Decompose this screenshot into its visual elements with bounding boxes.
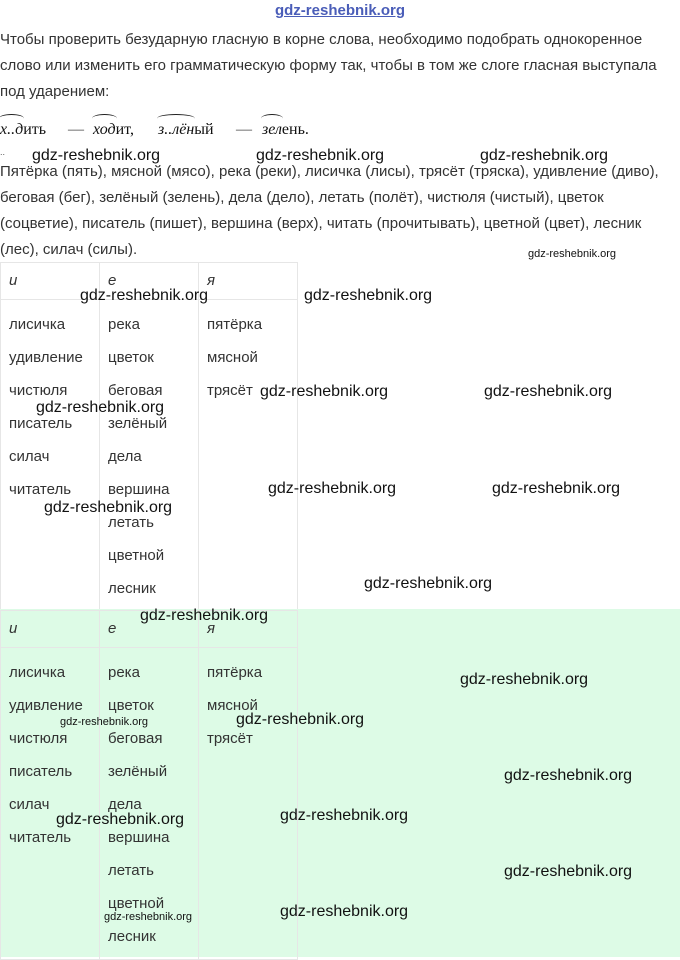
list-item: лесник — [108, 928, 156, 945]
example-dash-2: — — [236, 121, 252, 138]
word-root: х..д — [0, 121, 23, 139]
list-item: дела — [108, 796, 142, 813]
watermark: gdz-reshebnik.org — [304, 287, 433, 304]
list-item: удивление — [9, 349, 83, 366]
column-e-cell — [100, 300, 199, 612]
watermark: gdz-reshebnik.org — [36, 399, 165, 416]
watermark: gdz-reshebnik.org — [104, 911, 193, 923]
column-header-ya: я — [199, 611, 298, 648]
list-item: река — [108, 316, 140, 333]
list-item: зелёный — [108, 415, 168, 432]
answer-paragraph: Пятёрка (пять), мясной (мясо), река (реки), лисичка (лисы), трясёт (тряска), удивление (диво), беговая (бег), зелёный (зелень), дела (дело), летать (полёт), чистюля (чистый), цветок (соцветие), писатель (пишет), вершина (верх), читать (прочитывать), цветной (цвет), лесник (лес), силач (силы). — [0, 163, 659, 258]
column-ya-cell — [199, 300, 298, 612]
column-header-e: е — [100, 263, 199, 300]
watermark: gdz-reshebnik.org — [364, 575, 493, 592]
list-item: цветной — [108, 547, 165, 564]
example-words — [0, 114, 676, 144]
list-item: силач — [9, 448, 50, 465]
watermark: gdz-reshebnik.org — [504, 767, 633, 784]
column-i-cell — [1, 648, 100, 960]
list-item: беговая — [108, 382, 163, 399]
list-item: река — [108, 664, 140, 681]
watermark: gdz-reshebnik.org — [44, 499, 173, 516]
stray-mark: .. — [0, 147, 6, 157]
list-item: летать — [108, 514, 154, 531]
word-root: з..лён — [158, 121, 194, 139]
list-item: писатель — [9, 415, 73, 432]
example-word-2: з..лёный — [158, 121, 214, 139]
root-arc-icon — [261, 114, 283, 123]
list-item: беговая — [108, 730, 163, 747]
watermark: gdz-reshebnik.org — [256, 147, 385, 164]
watermark: gdz-reshebnik.org — [140, 607, 269, 624]
list-item: удивление — [9, 697, 83, 714]
list-item: дела — [108, 448, 142, 465]
list-item: лесник — [108, 580, 156, 597]
example-word-1: х..дить — [0, 121, 46, 139]
list-item: трясёт — [207, 382, 253, 399]
list-item: мясной — [207, 697, 258, 714]
site-link[interactable]: gdz-reshebnik.org — [274, 2, 405, 19]
example-check-2: зелень. — [262, 121, 309, 139]
watermark: gdz-reshebnik.org — [32, 147, 161, 164]
column-header-e: е — [100, 611, 199, 648]
word-root: ход — [93, 121, 116, 139]
root-arc-icon — [92, 114, 117, 123]
list-item: читатель — [9, 481, 72, 498]
watermark: gdz-reshebnik.org — [528, 248, 617, 260]
example-dash-1: — — [68, 121, 84, 138]
watermark: gdz-reshebnik.org — [236, 711, 365, 728]
column-i-cell — [1, 300, 100, 612]
watermark: gdz-reshebnik.org — [80, 287, 209, 304]
watermark: gdz-reshebnik.org — [280, 807, 409, 824]
column-header-i: и — [1, 263, 100, 300]
watermark: gdz-reshebnik.org — [280, 903, 409, 920]
vowel-table-1 — [0, 262, 298, 612]
column-header-ya: я — [199, 263, 298, 300]
word-root: зел — [262, 121, 282, 139]
list-item: летать — [108, 862, 154, 879]
watermark: gdz-reshebnik.org — [260, 383, 389, 400]
list-item: зелёный — [108, 763, 168, 780]
list-item: лисичка — [9, 664, 66, 681]
watermark: gdz-reshebnik.org — [504, 863, 633, 880]
list-item: трясёт — [207, 730, 253, 747]
list-item: писатель — [9, 763, 73, 780]
watermark: gdz-reshebnik.org — [60, 716, 149, 728]
root-arc-icon — [0, 114, 24, 123]
watermark: gdz-reshebnik.org — [480, 147, 609, 164]
list-item: чистюля — [9, 730, 68, 747]
vowel-table-2 — [0, 610, 298, 960]
column-header-i: и — [1, 611, 100, 648]
rule-paragraph: Чтобы проверить безударную гласную в корне слова, необходимо подобрать однокоренное слово или изменить его грамматическую форму так, чтобы в том же слоге гласная выступала под ударением: — [0, 31, 657, 100]
watermark: gdz-reshebnik.org — [460, 671, 589, 688]
example-check-1: ходит, — [93, 121, 134, 139]
list-item: вершина — [108, 829, 170, 846]
list-item: лисичка — [9, 316, 66, 333]
table-row — [1, 300, 298, 612]
list-item: читатель — [9, 829, 72, 846]
list-item: чистюля — [9, 382, 68, 399]
watermark: gdz-reshebnik.org — [484, 383, 613, 400]
list-item: цветок — [108, 697, 154, 714]
watermark: gdz-reshebnik.org — [268, 480, 397, 497]
list-item: мясной — [207, 349, 258, 366]
root-arc-icon — [157, 114, 195, 123]
list-item: силач — [9, 796, 50, 813]
list-item: пятёрка — [207, 664, 263, 681]
watermark: gdz-reshebnik.org — [492, 480, 621, 497]
list-item: цветок — [108, 349, 154, 366]
watermark: gdz-reshebnik.org — [56, 811, 185, 828]
list-item: пятёрка — [207, 316, 263, 333]
list-item: цветной — [108, 895, 165, 912]
list-item: вершина — [108, 481, 170, 498]
